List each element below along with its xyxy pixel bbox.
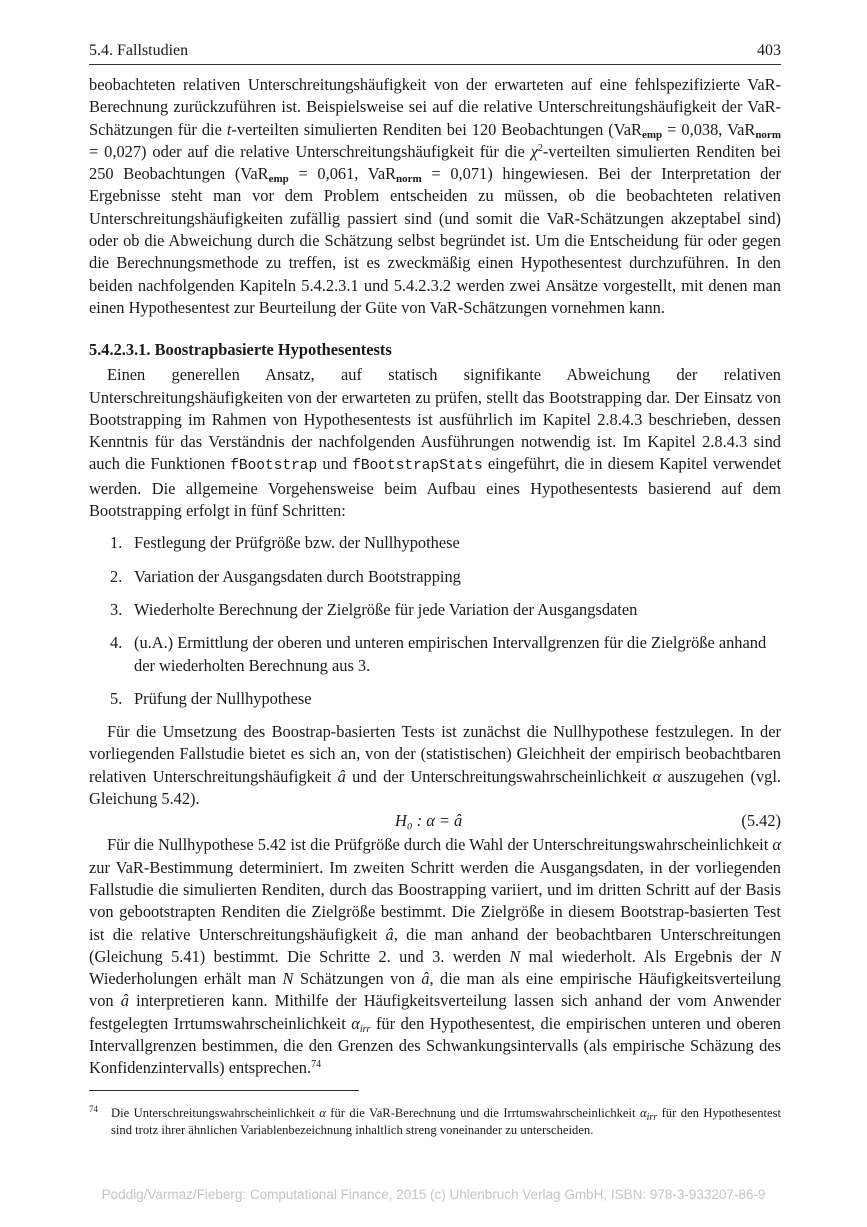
math-t: t [226, 119, 232, 139]
code-fbootstrap: fBootstrap [230, 458, 318, 475]
steps-list [89, 532, 781, 710]
list-item: 3. Wiederholte Berechnung der Zielgröße für jede Variation der Ausgangsdaten [110, 599, 638, 619]
equation-5-42 [89, 810, 781, 832]
list-item: 1. Festlegung der Prüfgröße bzw. der Nullhypothese [110, 533, 460, 553]
page-number: 403 [757, 42, 781, 59]
footnote-74: 74 Die Unterschreitungswahrscheinlichkeit α für die VaR-Berechnung und die Irrtumswahrscheinlichkeit $\alpha_{irr}$ für den Hypothesentest sind trotz ihrer ähnlichen Variablenbezeichnung inhaltlich streng voneinander zu unterscheiden. [89, 1105, 781, 1140]
code-fbootstrapstats: fBootstrapStats [352, 458, 483, 475]
section-heading: 5.4.2.3.1. Boostrapbasierte Hypothesentests [89, 340, 392, 360]
list-item: 5. Prüfung der Nullhypothese [110, 688, 312, 708]
footnote-divider [89, 1090, 359, 1091]
running-header [89, 40, 781, 65]
equation-number: (5.42) [741, 811, 781, 831]
book-page [89, 40, 781, 1140]
paragraph-bootstrap-intro: Einen generellen Ansatz, auf statisch signifikante Abweichung der relativen Unterschreitungshäufigkeiten von der erwarteten zu prüfen, stellt das Bootstrapping dar. Der Einsatz von Bootstrapping im Rahmen von Hypothesentests ist ausführlich im Kapitel 2.8.4.3 beschrieben, dessen Kenntnis für das Verständnis der nachfolgenden Ausführungen notwendig ist. Im Kapitel 2.8.4.3 sind auch die Funktionen fBootstrap und fBootstrapStats eingeführt, die in diesem Kapitel verwendet werden. Die allgemeine Vorgehensweise beim Aufbau eines Hypothesentests basierend auf dem Bootstrapping erfolgt in fünf Schritten: [89, 365, 781, 521]
paragraph-test-procedure: Für die Nullhypothese 5.42 ist die Prüfgröße durch die Wahl der Unterschreitungswahrscheinlichkeit α zur VaR-Bestimmung determiniert. Im zweiten Schritt werden die Ausgangsdaten, in der vorliegenden Fallstudie die simulierten Renditen, durch das Boostrapping variiert, und im dritten Schritt auf der Basis von gebootstrapten Renditen die Zielgröße bestimmt. Die Zielgröße in diesem Bootstrap-basierten Test ist die relative Unterschreitungshäufigkeit â, die man anhand der beobachtbaren Unterschreitungen (Gleichung 5.41) bestimmt. Die Schritte 2. und 3. werden N mal wiederholt. Als Ergebnis der N Wiederholungen erhält man N Schätzungen von â, die man als eine empirische Häufigkeitsverteilung von â interpretieren kann. Mithilfe der Häufigkeitsverteilung lassen sich anhand der vom Anwender festgelegten Irrtumswahrscheinlichkeit $\alpha_{irr}$ für den Hypothesentest, die empirischen unteren und oberen Intervallgrenzen bestimmen, die den Grenzen des Schwankungsintervalls (als empirische Schäzung des Konfidenzintervalls) entsprechen.$^{74}$ [89, 835, 782, 1078]
footnote-reference[interactable]: 74 [311, 1059, 322, 1071]
paragraph-null-hypothesis: Für die Umsetzung des Boostrap-basierten Tests ist zunächst die Nullhypothese festzulegen. In der vorliegenden Fallstudie bietet es sich an, von der (statistischen) Gleichheit der empirisch beobachtbaren relativen Unterschreitungshäufigkeit â und der Unterschreitungswahrscheinlichkeit α auszugehen (vgl. Gleichung 5.42). [89, 722, 781, 809]
list-item: 4. (u.A.) Ermittlung der oberen und unteren empirischen Intervallgrenzen für die Zielgröße anhand der wiederholten Berechnung aus 3. [110, 633, 767, 675]
paragraph-var-results: beobachteten relativen Unterschreitungshäufigkeit von der erwarteten auf eine fehlspezifizierte VaR-Berechnung zurückzuführen ist. Beispielsweise sei auf die relative Unterschreitungshäufigkeit der VaR-Schätzungen für die t-verteilten simulierten Renditen bei 120 Beobachtungen (VaR$_{emp}$ = 0,038, VaR$_{norm}$ = 0,027) oder auf die relative Unterschreitungshäufigkeit für die $\chi^2$-verteilten simulierten Renditen bei 250 Beobachtungen (VaR$_{emp}$ = 0,061, VaR$_{norm}$ = 0,071) hingewiesen. Bei der Interpretation der Ergebnisse steht man vor dem Problem entscheiden zu müssen, ob die beobachteten relativen Unterschreitungshäufigkeiten zufällig passiert sind (und somit die VaR-Schätzungen akzeptabel sind) oder ob die Abweichung durch die Schätzung selbst begründet ist. Um die Entscheidung für oder gegen die Berechnungsmethode zu treffen, ist es zweckmäßig einen Hypothesentest durchzuführen. In den beiden nachfolgenden Kapiteln 5.4.2.3.1 und 5.4.2.3.2 werden zwei Ansätze vorgestellt, mit denen man einen Hypothesentest zur Beurteilung der Güte von VaR-Schätzungen vornehmen kann. [89, 75, 782, 317]
list-item: 2. Variation der Ausgangsdaten durch Bootstrapping [110, 566, 461, 586]
copyright-watermark: Poddig/Varmaz/Fieberg: Computational Finance, 2015 (c) Uhlenbruch Verlag GmbH, ISBN: 978-3-933207-86-9 [101, 1187, 766, 1202]
equation-body: H₀ : α = â [395, 811, 463, 831]
footnote-mark: 74 [89, 1103, 98, 1114]
header-section-title: 5.4. Fallstudien [89, 42, 189, 59]
math-chi: χ [530, 141, 538, 161]
